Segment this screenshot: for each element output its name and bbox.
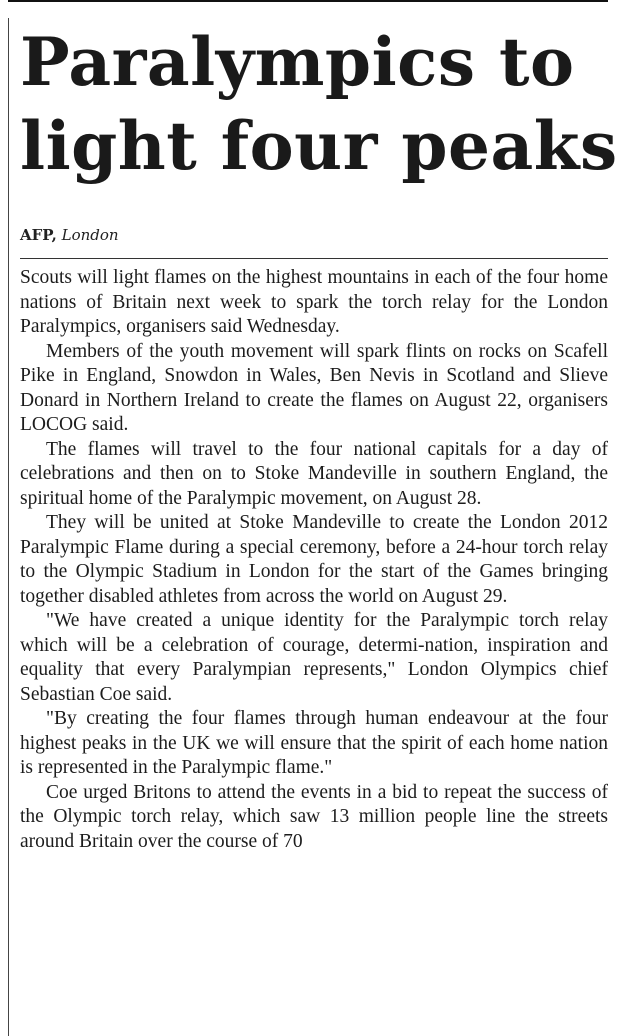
paragraph: "By creating the four flames through human endeavour at the four highest peaks in the UK we will ensure that the spirit of each home nation is represented in the Paralympic flame." (20, 708, 608, 778)
top-rule (8, 0, 608, 2)
paragraph: Coe urged Britons to attend the events in a bid to repeat the success of the Olympic torch relay, which saw 13 million people line the streets around Britain over the course of 70 (20, 781, 608, 852)
byline-divider (20, 258, 608, 259)
byline-agency: AFP, (20, 226, 57, 244)
headline: Paralympics to light four peaks (20, 23, 618, 185)
paragraph: The flames will travel to the four national capitals for a day of celebrations and then on to Stoke Mandeville in southern England, the spiritual home of the Paralympic movement, on August 28. (20, 438, 608, 509)
paragraph: Members of the youth movement will spark flints on rocks on Scafell Pike in England, Snowdon in Wales, Ben Nevis in Scotland and Slieve Donard in Northern Ireland to create the flames on August 22, organisers LOCOG said. (20, 340, 608, 435)
column-rule (8, 18, 9, 1036)
paragraph: "We have created a unique identity for the Paralympic torch relay which will be a celebration of courage, determi-nation, inspiration and equality that every Paralympian represents," London Olympics chief Sebastian Coe said. (20, 610, 608, 705)
byline (20, 226, 119, 244)
paragraph: They will be united at Stoke Mandeville to create the London 2012 Paralympic Flame during a special ceremony, before a 24-hour torch relay to the Olympic Stadium in London for the start of the Games bringing together disabled athletes from across the world on August 29. (20, 512, 608, 607)
byline-place: London (61, 226, 119, 244)
article-body (20, 266, 608, 854)
paragraph: Scouts will light flames on the highest mountains in each of the four home nations of Britain next week to spark the torch relay for the London Paralympics, organisers said Wednesday. (20, 267, 608, 337)
